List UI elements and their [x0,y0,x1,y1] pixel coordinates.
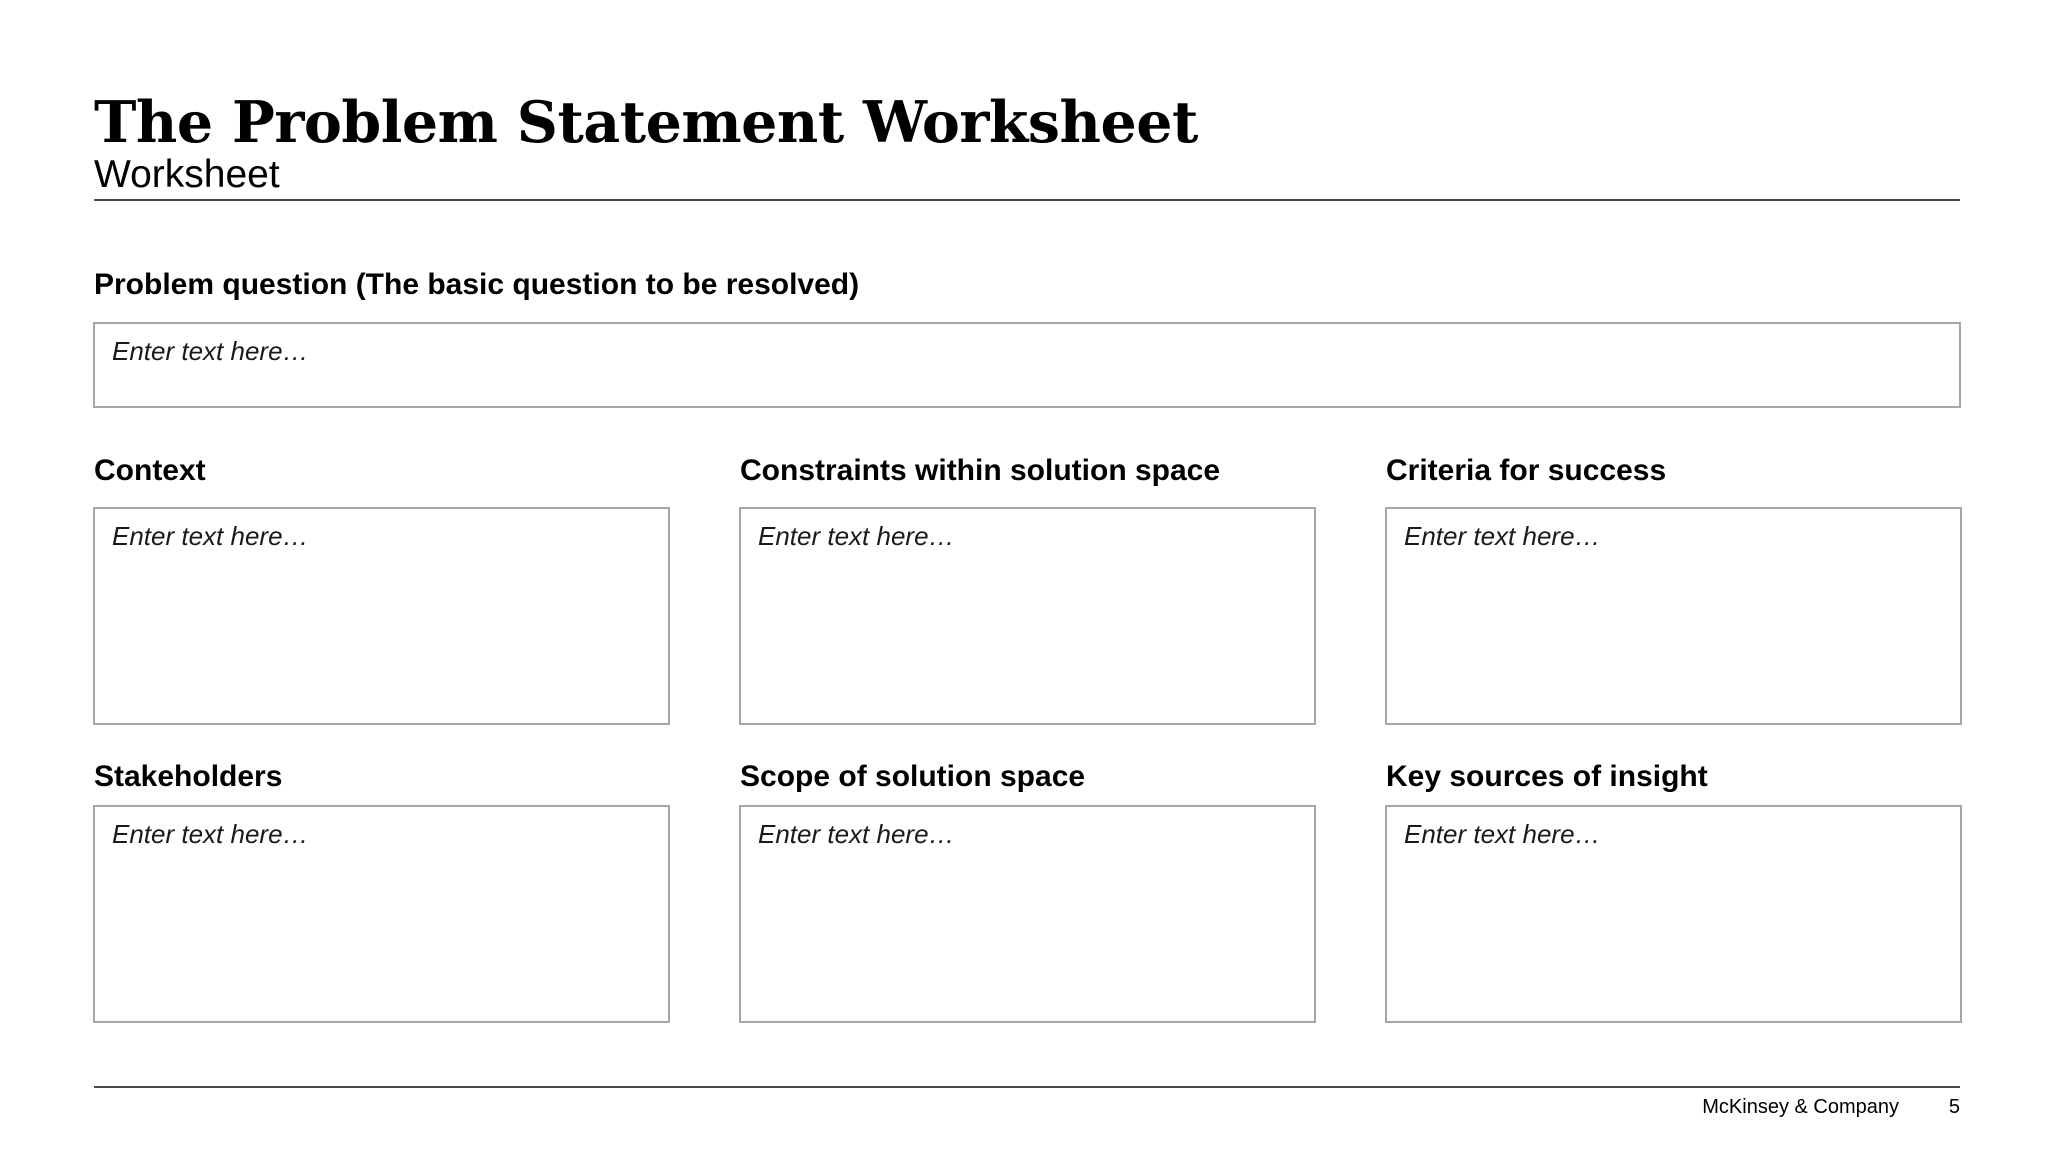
stakeholders-label: Stakeholders [94,760,283,793]
page-number: 5 [1948,1096,1960,1118]
problem-question-label: Problem question (The basic question to be resolved) [94,268,860,301]
insight-label: Key sources of insight [1386,760,1708,793]
insight-field[interactable]: Enter text here… [1385,805,1962,1023]
context-field[interactable]: Enter text here… [93,507,670,725]
criteria-field[interactable]: Enter text here… [1385,507,1962,725]
criteria-label: Criteria for success [1386,454,1667,487]
header-divider [94,199,1960,201]
stakeholders-field[interactable]: Enter text here… [93,805,670,1023]
constraints-label: Constraints within solution space [740,454,1221,487]
scope-label: Scope of solution space [740,760,1086,793]
context-label: Context [94,454,206,487]
page-title: The Problem Statement Worksheet [94,89,1198,156]
constraints-field[interactable]: Enter text here… [739,507,1316,725]
footer-divider [94,1086,1960,1088]
scope-field[interactable]: Enter text here… [739,805,1316,1023]
page-subtitle: Worksheet [94,153,280,196]
footer-brand: McKinsey & Company [1702,1096,1899,1118]
problem-question-field[interactable]: Enter text here… [93,322,1961,408]
